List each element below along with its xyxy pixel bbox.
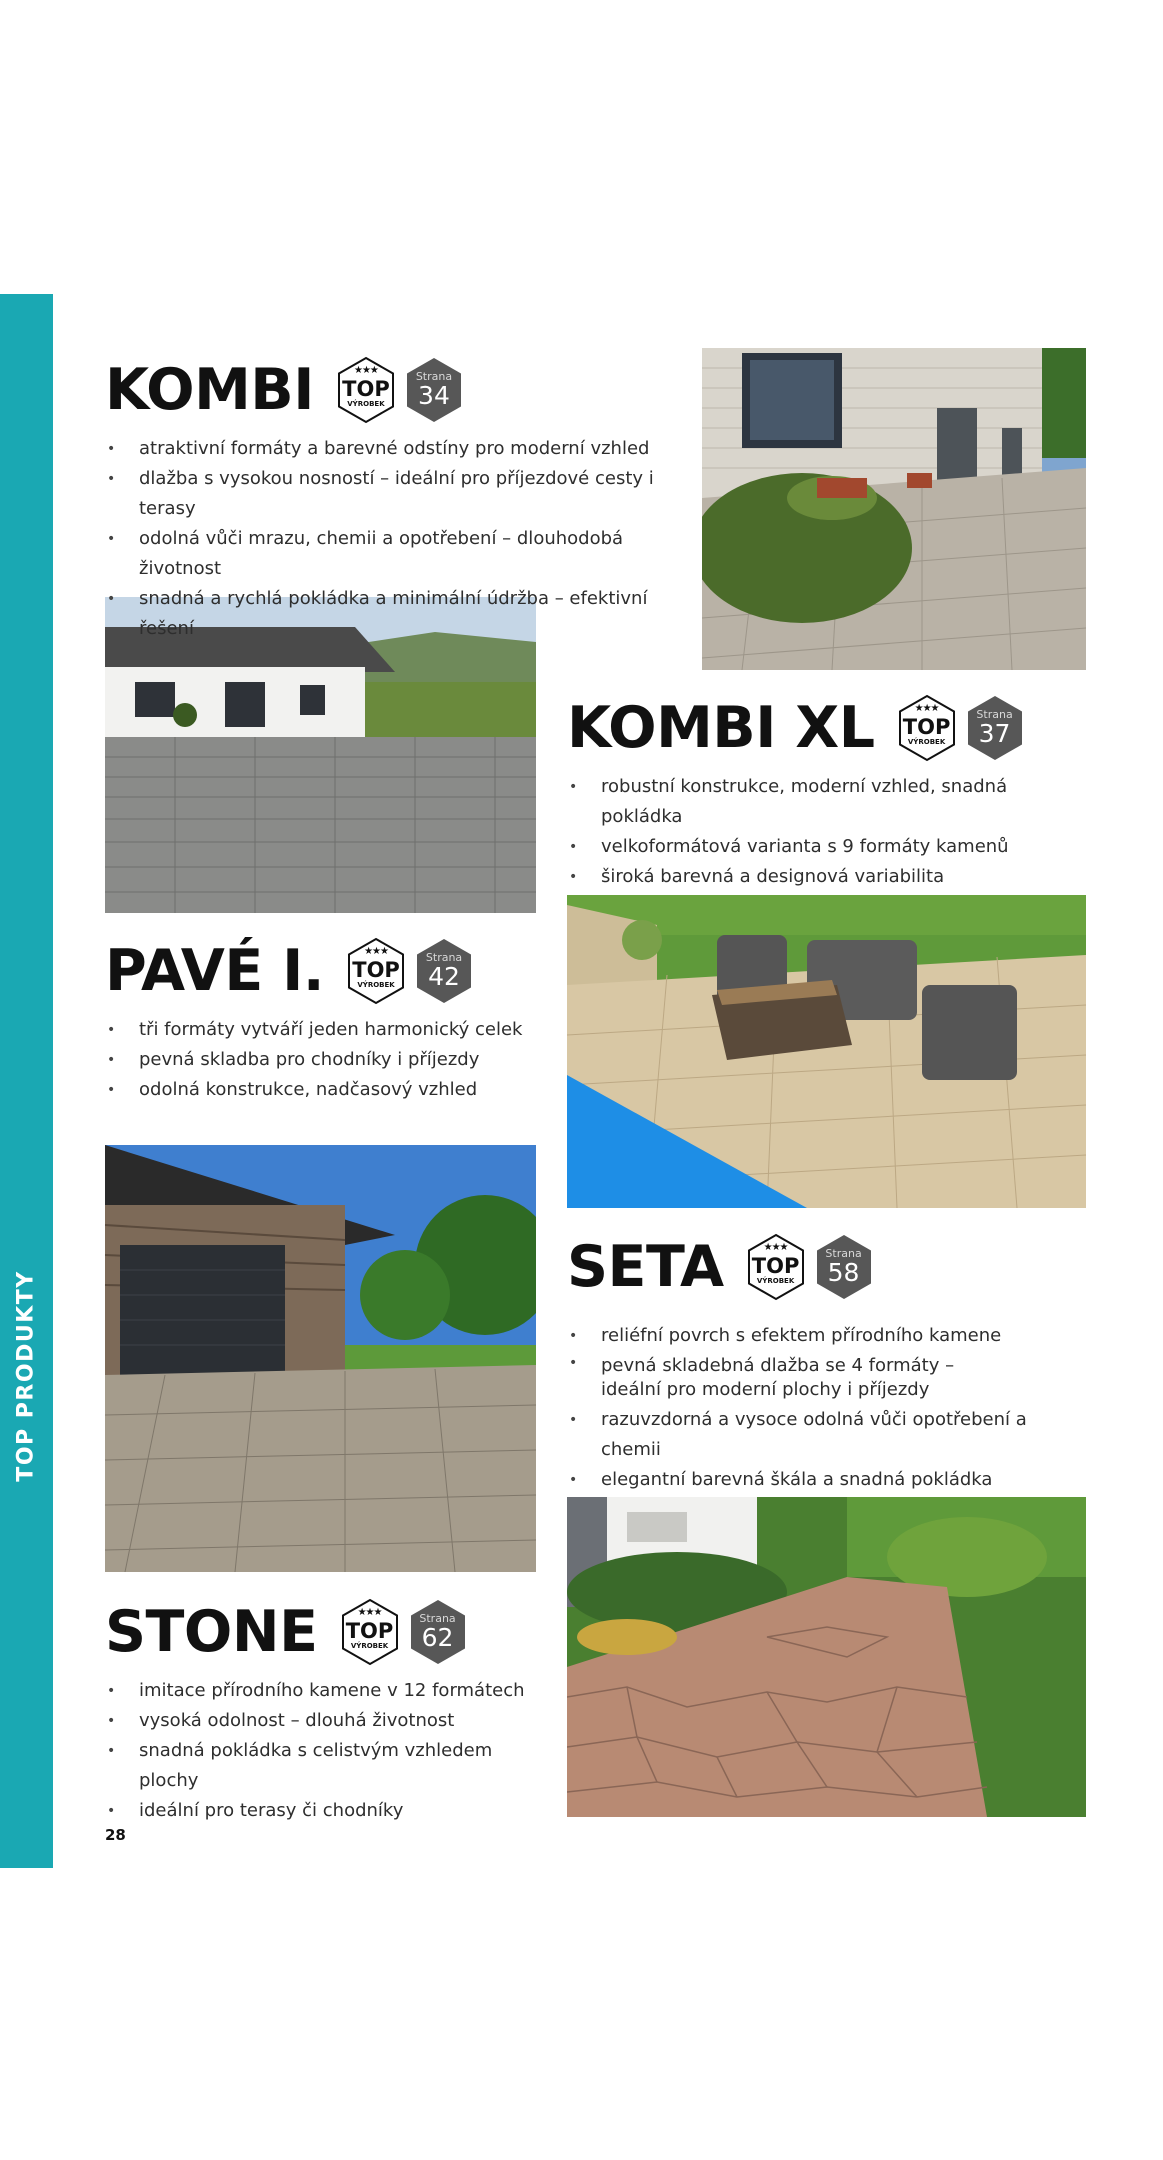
feature-item: • velkoformátová varianta s 9 formáty kamenů [567, 832, 1086, 862]
badge-vyrobek-text: VÝROBEK [756, 1277, 795, 1285]
page-reference-number: 37 [978, 719, 1011, 748]
page-reference-label: Strana [419, 1612, 456, 1625]
feature-list [567, 1321, 1086, 1495]
page-reference-label: Strana [415, 370, 453, 383]
badge-top-text: TOP [751, 1254, 800, 1278]
page-reference-badge[interactable] [814, 1233, 874, 1301]
photo-pave-terrace [567, 895, 1086, 1208]
badge-top-text: TOP [902, 715, 951, 739]
page-reference-label: Strana [825, 1247, 862, 1260]
product-title: KOMBI XL [567, 695, 875, 761]
feature-item: • vysoká odolnost – dlouhá životnost [105, 1706, 545, 1736]
page-reference-badge[interactable] [414, 937, 474, 1005]
photo-kombi-house [702, 348, 1086, 670]
top-product-badge [340, 1598, 400, 1666]
page-reference-label: Strana [425, 951, 463, 964]
feature-item: • atraktivní formáty a barevné odstíny pro moderní vzhled [105, 434, 685, 464]
page-reference-label: Strana [976, 708, 1013, 721]
stars-icon: ★★★ [354, 365, 378, 376]
photo-stone-path [567, 1497, 1086, 1817]
product-kombi [105, 356, 685, 644]
page-reference-number: 42 [428, 962, 460, 991]
page-number: 28 [105, 1826, 126, 1844]
feature-item: • dlažba s vysokou nosností – ideální pro příjezdové cesty i terasy [105, 464, 685, 524]
photo-seta-garage [105, 1145, 536, 1572]
product-title: SETA [567, 1234, 724, 1300]
badge-top-text: TOP [345, 1619, 394, 1643]
badge-top-text: TOP [352, 958, 400, 982]
stars-icon: ★★★ [914, 703, 939, 714]
page-reference-number: 62 [421, 1623, 454, 1652]
feature-list [567, 772, 1086, 892]
feature-item: • široká barevná a designová variabilita [567, 862, 1086, 892]
feature-list [105, 1676, 545, 1826]
feature-item: • razuvzdorná a vysoce odolná vůči opotřebení a chemii [567, 1405, 1086, 1465]
feature-item: • robustní konstrukce, moderní vzhled, snadná pokládka [567, 772, 1086, 832]
page-reference-badge[interactable] [965, 694, 1025, 762]
top-product-badge [746, 1233, 806, 1301]
feature-item: • odolná konstrukce, nadčasový vzhled [105, 1075, 545, 1105]
feature-item: • reliéfní povrch s efektem přírodního kamene [567, 1321, 1086, 1351]
photo-kombi-xl-house [105, 597, 536, 913]
product-stone [105, 1598, 545, 1826]
feature-item: • snadná a rychlá pokládka a minimální údržba – efektivní řešení [105, 584, 685, 644]
page-reference-badge[interactable] [408, 1598, 468, 1666]
feature-list [105, 434, 685, 644]
feature-item: • ideální pro terasy či chodníky [105, 1796, 545, 1826]
badge-top-text: TOP [342, 377, 390, 401]
top-product-badge [336, 356, 396, 424]
product-seta [567, 1233, 1086, 1495]
feature-item: • imitace přírodního kamene v 12 formátech [105, 1676, 545, 1706]
sidebar-band [0, 294, 53, 1868]
product-pave [105, 937, 545, 1105]
sidebar-label: TOP PRODUKTY [13, 1270, 39, 1482]
product-title: STONE [105, 1599, 318, 1665]
feature-item: • odolná vůči mrazu, chemii a opotřebení – dlouhodobá životnost [105, 524, 685, 584]
feature-item: • pevná skladba pro chodníky i příjezdy [105, 1045, 545, 1075]
badge-vyrobek-text: VÝROBEK [907, 738, 946, 746]
product-title: KOMBI [105, 357, 314, 423]
stars-icon: ★★★ [364, 946, 388, 957]
feature-item: • pevná skladebná dlažba se 4 formáty – ideální pro moderní plochy i příjezdy [567, 1351, 1001, 1405]
top-product-badge [346, 937, 406, 1005]
badge-vyrobek-text: VÝROBEK [347, 400, 385, 408]
badge-vyrobek-text: VÝROBEK [350, 1642, 389, 1650]
badge-vyrobek-text: VÝROBEK [357, 981, 395, 989]
page-reference-number: 34 [418, 381, 450, 410]
feature-item: • elegantní barevná škála a snadná pokládka [567, 1465, 1086, 1495]
page-reference-number: 58 [827, 1258, 860, 1287]
feature-item: • tři formáty vytváří jeden harmonický celek [105, 1015, 545, 1045]
top-product-badge [897, 694, 957, 762]
feature-item: • snadná pokládka s celistvým vzhledem plochy [105, 1736, 545, 1796]
product-title: PAVÉ I. [105, 938, 325, 1004]
feature-list [105, 1015, 545, 1105]
product-kombi-xl [567, 694, 1086, 892]
stars-icon: ★★★ [763, 1242, 788, 1253]
page-reference-badge[interactable] [404, 356, 464, 424]
stars-icon: ★★★ [357, 1607, 382, 1618]
